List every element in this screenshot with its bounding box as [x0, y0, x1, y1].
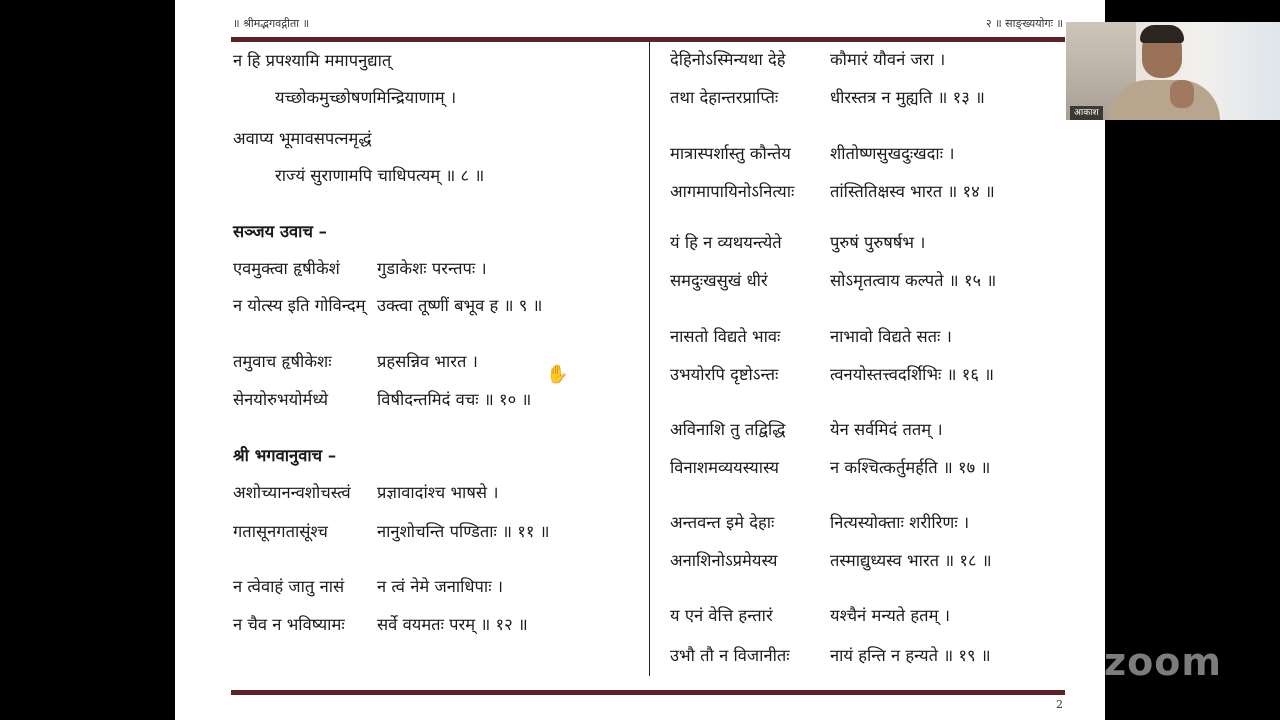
verse-half-b: यश्चैनं मन्यते हतम् ।: [830, 606, 950, 625]
verse-line: [670, 419, 943, 441]
verse-half-b: शीतोष्णसुखदुःखदाः ।: [830, 144, 955, 163]
verse-line: [233, 576, 504, 598]
verse-half-a: नासतो विद्यते भावः: [670, 327, 781, 346]
verse-line: [670, 550, 992, 572]
verse-half-b: नाभावो विद्यते सतः ।: [830, 327, 952, 346]
verse-half-b: पुरुषं पुरुषर्षभ ।: [830, 233, 926, 252]
verse-line: [233, 614, 528, 636]
verse-half-a: गतासूनगतासूंश्च: [233, 522, 328, 541]
verse-half-a: मात्रास्पर्शास्तु कौन्तेय: [670, 144, 791, 163]
participant-hand: [1170, 80, 1194, 108]
verse-half-a: देहिनोऽस्मिन्यथा देहे: [670, 50, 786, 69]
verse-half-b: नानुशोचन्ति पण्डिताः ॥ ११ ॥: [377, 522, 550, 541]
verse-line: [670, 143, 955, 165]
verse-half-b: न त्वं नेमे जनाधिपाः ।: [377, 577, 504, 596]
verse-half-a: सञ्जय उवाच –: [233, 222, 327, 241]
verse-half-b: कौमारं यौवनं जरा ।: [830, 50, 946, 69]
verse-half-a: अन्तवन्त इमे देहाः: [670, 513, 775, 532]
verse-half-a: विनाशमव्ययस्यास्य: [670, 458, 779, 477]
document-page: [175, 0, 1105, 720]
verse-half-b: त्वनयोस्तत्त्वदर्शिभिः ॥ १६ ॥: [830, 365, 995, 384]
verse-line: [233, 128, 372, 150]
verse-line: [233, 295, 543, 317]
verse-half-a: अविनाशि तु तद्विद्धि: [670, 420, 786, 439]
verse-half-b: उक्त्वा तूष्णीं बभूव ह ॥ ९ ॥: [377, 296, 543, 315]
participant-name-label: आकाश: [1070, 106, 1103, 120]
verse-half-b: तस्माद्युध्यस्व भारत ॥ १८ ॥: [830, 551, 992, 570]
verse-line: [233, 389, 532, 411]
bottom-rule: [231, 690, 1065, 695]
verse-line: [670, 49, 946, 71]
verse-half-a: यं हि न व्यथयन्त्येते: [670, 233, 782, 252]
verse-half-a: एवमुक्त्वा हृषीकेशं: [233, 259, 340, 278]
verse-half-a: तथा देहान्तरप्राप्तिः: [670, 88, 779, 107]
verse-line: [670, 605, 950, 627]
verse-half-b: नित्यस्योक्ताः शरीरिणः ।: [830, 513, 970, 532]
verse-half-a: अवाप्य भूमावसपत्नमृद्धं: [233, 129, 372, 148]
verse-line: [233, 87, 456, 109]
running-head-right: २ ॥ साङ्ख्ययोगः ॥: [985, 17, 1063, 30]
top-rule: [231, 37, 1065, 42]
zoom-watermark-logo: zoom: [1104, 640, 1222, 684]
verse-line: [233, 258, 487, 280]
verse-line: [233, 482, 499, 504]
verse-line: [670, 645, 991, 667]
verse-half-a: राज्यं सुराणामपि चाधिपत्यम् ॥ ८ ॥: [275, 166, 485, 185]
verse-half-a: य एनं वेत्ति हन्तारं: [670, 606, 773, 625]
verse-half-a: न योत्स्य इति गोविन्दम्: [233, 296, 366, 315]
verse-half-a: उभौ तौ न विजानीतः: [670, 646, 790, 665]
participant-video-tile[interactable]: [1066, 22, 1280, 120]
verse-half-b: गुडाकेशः परन्तपः ।: [377, 259, 487, 278]
verse-line: [670, 270, 997, 292]
verse-half-b: सोऽमृतत्वाय कल्पते ॥ १५ ॥: [830, 271, 997, 290]
column-divider: [649, 42, 650, 676]
verse-half-b: सर्वे वयमतः परम् ॥ १२ ॥: [377, 615, 528, 634]
verse-line: [670, 364, 995, 386]
speaker-heading: [233, 221, 327, 243]
verse-half-b: धीरस्तत्र न मुह्यति ॥ १३ ॥: [830, 88, 985, 107]
verse-line: [233, 351, 478, 373]
verse-half-a: अशोच्यानन्वशोचस्त्वं: [233, 483, 351, 502]
verse-line: [233, 521, 550, 543]
verse-line: [233, 50, 391, 72]
verse-half-b: न कश्चित्कर्तुमर्हति ॥ १७ ॥: [830, 458, 991, 477]
running-head-left: ॥ श्रीमद्भगवद्गीता ॥: [233, 17, 310, 30]
verse-half-a: न त्वेवाहं जातु नासं: [233, 577, 345, 596]
verse-half-a: यच्छोकमुच्छोषणमिन्द्रियाणाम् ।: [275, 88, 457, 107]
verse-half-a: तमुवाच हृषीकेशः: [233, 352, 332, 371]
speaker-heading: [233, 445, 336, 467]
page-number: 2: [1056, 698, 1063, 711]
verse-line: [670, 87, 985, 109]
verse-half-a: समदुःखसुखं धीरं: [670, 271, 768, 290]
verse-half-b: येन सर्वमिदं ततम् ।: [830, 420, 943, 439]
verse-half-b: प्रहसन्निव भारत ।: [377, 352, 478, 371]
verse-half-b: नायं हन्ति न हन्यते ॥ १९ ॥: [830, 646, 991, 665]
verse-half-a: श्री भगवानुवाच –: [233, 446, 337, 465]
verse-half-a: न हि प्रपश्यामि ममापनुद्यात्: [233, 51, 392, 70]
verse-half-a: उभयोरपि दृष्टोऽन्तः: [670, 365, 779, 384]
verse-half-a: सेनयोरुभयोर्मध्ये: [233, 390, 329, 409]
verse-line: [670, 326, 952, 348]
verse-line: [670, 232, 926, 254]
participant-body: [1108, 80, 1220, 120]
verse-line: [670, 512, 970, 534]
hand-cursor-icon: ✋: [546, 364, 569, 385]
verse-line: [670, 181, 995, 203]
participant-hair: [1140, 25, 1184, 43]
verse-half-a: आगमापायिनोऽनित्याः: [670, 182, 795, 201]
verse-half-a: अनाशिनोऽप्रमेयस्य: [670, 551, 778, 570]
verse-line: [670, 457, 991, 479]
verse-half-b: प्रज्ञावादांश्च भाषसे ।: [377, 483, 499, 502]
verse-half-a: न चैव न भविष्यामः: [233, 615, 345, 634]
verse-half-b: तांस्तितिक्षस्व भारत ॥ १४ ॥: [830, 182, 995, 201]
verse-line: [233, 165, 484, 187]
verse-half-b: विषीदन्तमिदं वचः ॥ १० ॥: [377, 390, 532, 409]
